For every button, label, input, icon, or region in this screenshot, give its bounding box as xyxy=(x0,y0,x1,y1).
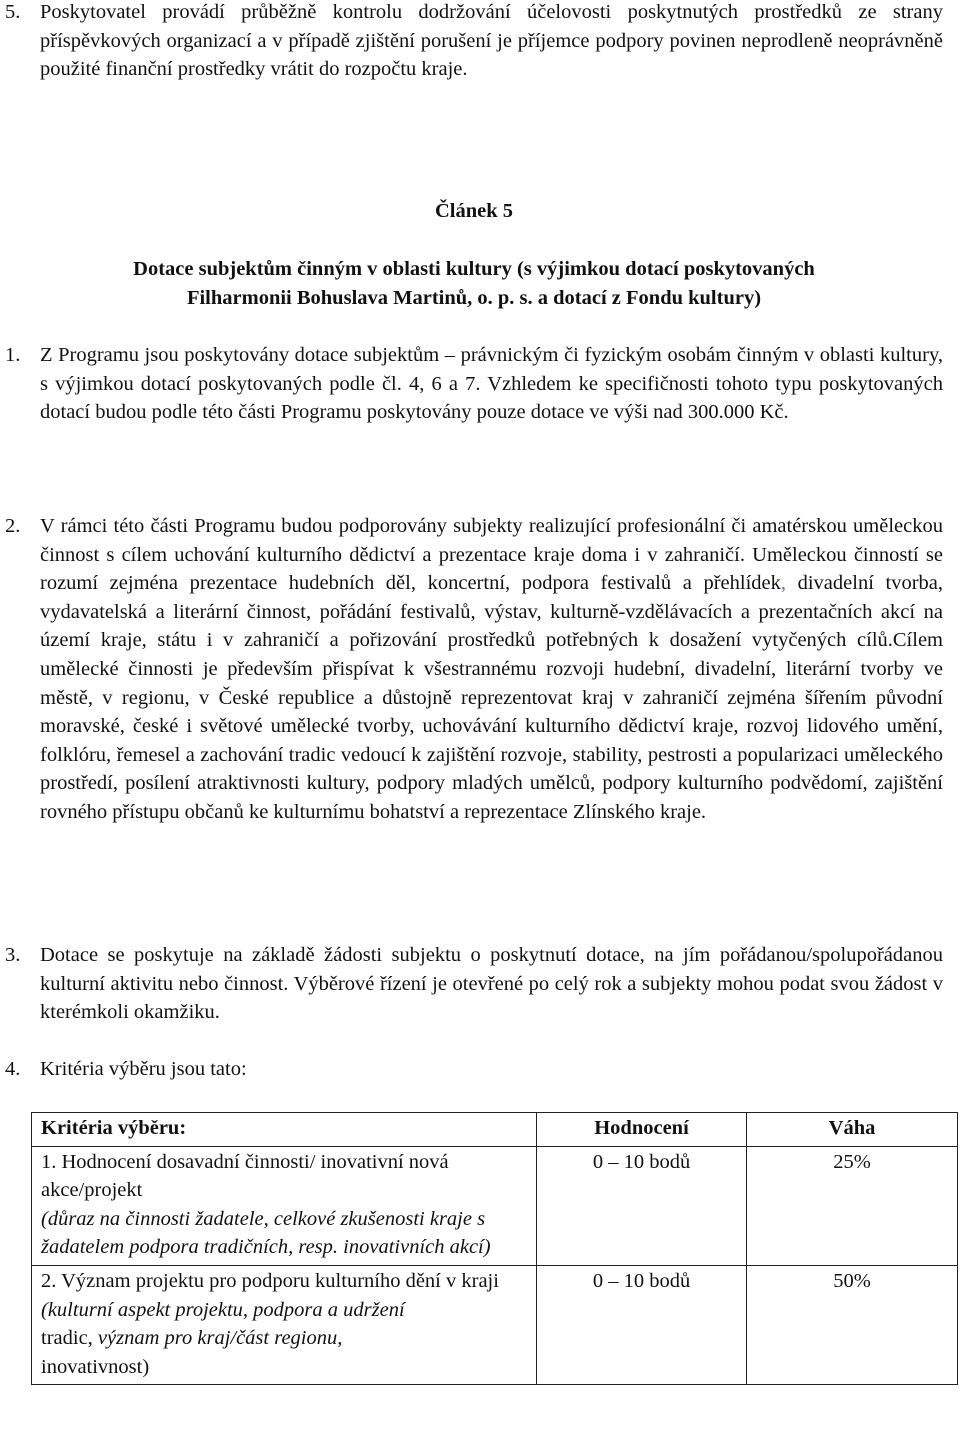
point-3 xyxy=(0,941,943,1027)
paragraph-text: Poskytovatel provádí průběžně kontrolu dodržování účelovosti poskytnutých prostředků ze strany příspěvkových organizací a v případě zjištění porušení je příjemce podpory povinen neprodleně neoprávněně použité finanční prostředky vrátit do rozpočtu kraje. xyxy=(40,1,943,81)
criteria-note-plain: tradic, xyxy=(41,1327,98,1350)
paragraph-number: 5. xyxy=(5,1,21,23)
weight-cell: 50% xyxy=(747,1265,958,1384)
rating-cell: 0 – 10 bodů xyxy=(537,1146,747,1265)
paragraph-5 xyxy=(0,0,943,84)
point-text xyxy=(40,512,943,827)
point-text-part-b: divadelní tvorba, vydavatelská a literární činnost, pořádání festivalů, výstav, kulturně-vzdělávacích a prezentačních akcí na území kraje, státu i v zahraničí a pořizování prostředků potřebných k dosažení vytyčených cílů.Cílem umělecké činnosti je především přispívat k všestrannému rozvoji hudební, divadelní, literární tvorby ve městě, v regionu, v České republice a důstojně reprezentovat kraj v zahraničí zejména šířením původní moravské, české i světové umělecké tvorby, uchovávání kulturního dědictví kraje, rozvoj lidového umění, folklóru, řemesel a zachování tradic vedoucí k zajištění rozvoje, stability, pestrosti a popularizaci uměleckého prostředí, posílení atraktivnosti kultury, podpory mladých umělců, podpory kulturního podvědomí, zajištění rovného přístupu občanů ke kulturnímu bohatství a reprezentace Zlínského kraje. xyxy=(40,572,944,823)
criteria-title: 1. Hodnocení dosavadní činnosti/ inovativní nová akce/projekt xyxy=(41,1150,449,1202)
header-weight: Váha xyxy=(747,1113,958,1147)
table-row xyxy=(32,1146,958,1265)
header-criteria: Kritéria výběru: xyxy=(32,1113,537,1147)
point-text: Z Programu jsou poskytovány dotace subjektům – právnickým či fyzickým osobám činným v oblasti kultury, s výjimkou dotací poskytovaných podle čl. 4, 6 a 7. Vzhledem ke specifičnosti tohoto typu poskytovaných dotací budou podle této části Programu poskytovány pouze dotace ve výši nad 300.000 Kč. xyxy=(40,344,943,424)
article-subtitle-line1: Dotace subjektům činným v oblasti kultury (s výjimkou dotací poskytovaných xyxy=(133,258,815,280)
point-1 xyxy=(0,341,943,427)
rating-cell: 0 – 10 bodů xyxy=(537,1265,747,1384)
table-row xyxy=(32,1265,958,1384)
point-number: 1. xyxy=(5,344,21,366)
criteria-cell xyxy=(32,1265,537,1384)
point-2 xyxy=(0,512,943,827)
point-number: 3. xyxy=(5,944,21,966)
criteria-note-line1: (kulturní aspekt projektu, podpora a udržení xyxy=(41,1298,405,1321)
point-text-part-a: V rámci této části Programu budou podporovány subjekty realizující profesionální či amatérskou uměleckou činnost s cílem uchování kulturního dědictví a prezentace kraje doma i v zahraničí. Uměleckou činností se rozumí zejména prezentace hudebních děl, koncertní, podpora festivalů a přehlídek xyxy=(40,515,943,595)
criteria-table xyxy=(31,1112,958,1385)
criteria-note: (důraz na činnosti žadatele, celkové zkušenosti kraje s žadatelem podpora tradičních, resp. inovativních akcí) xyxy=(41,1207,491,1259)
table-header-row xyxy=(32,1113,958,1147)
highlighted-comma: , xyxy=(780,572,786,595)
header-rating: Hodnocení xyxy=(537,1113,747,1147)
criteria-note-line3: inovativnost) xyxy=(41,1355,150,1378)
weight-cell: 25% xyxy=(747,1146,958,1265)
point-number: 2. xyxy=(5,515,21,537)
criteria-note-italic: význam pro kraj/část regionu, xyxy=(97,1327,343,1350)
criteria-note-line2 xyxy=(41,1324,527,1353)
article-subtitle-line2: Filharmonii Bohuslava Martinů, o. p. s. a dotací z Fondu kultury) xyxy=(186,287,762,309)
point-text: Kritéria výběru jsou tato: xyxy=(40,1058,247,1080)
point-text: Dotace se poskytuje na základě žádosti subjektu o poskytnutí dotace, na jím pořádanou/spolupořádanou kulturní aktivitu nebo činnost. Výběrové řízení je otevřené po celý rok a subjekty mohou podat svou žádost v kterémkoli okamžiku. xyxy=(40,944,943,1024)
point-4 xyxy=(0,1055,943,1084)
point-number: 4. xyxy=(5,1058,21,1080)
article-title: Článek 5 xyxy=(434,200,514,222)
criteria-title: 2. Význam projektu pro podporu kulturního dění v kraji xyxy=(41,1269,499,1292)
criteria-cell xyxy=(32,1146,537,1265)
